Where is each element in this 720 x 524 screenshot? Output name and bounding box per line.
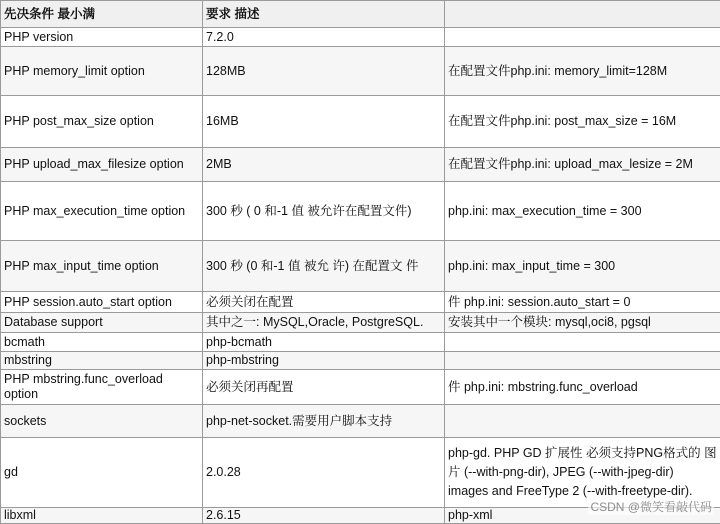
row-requirement-cell: 2.6.15 [203,508,445,524]
table-row [1,333,720,352]
row-requirement-cell: 必须关闭在配置 [203,292,445,313]
row-description-cell: 安装其中一个模块: mysql,oci8, pgsql [445,313,720,333]
table-row [1,182,720,241]
table-row [1,370,720,405]
row-name-cell: Database support [1,313,203,333]
row-name-cell: PHP session.auto_start option [1,292,203,313]
row-name-cell: PHP post_max_size option [1,96,203,148]
row-name-cell: sockets [1,405,203,438]
table-row [1,313,720,333]
row-name-cell: PHP memory_limit option [1,47,203,96]
row-name-cell: PHP max_execution_time option [1,182,203,241]
table-row [1,148,720,182]
header-cell-prerequisite: 先决条件 最小满 [1,1,203,28]
row-requirement-cell: 16MB [203,96,445,148]
row-name-cell: PHP max_input_time option [1,241,203,292]
row-description-cell: 在配置文件php.ini: memory_limit=128M [445,47,720,96]
csdn-watermark: CSDN @微笑看敲代码 [588,498,714,515]
row-description-cell [445,333,720,352]
row-requirement-cell: 必须关闭再配置 [203,370,445,405]
row-description-cell: 件 php.ini: mbstring.func_overload [445,370,720,405]
row-description-cell [445,28,720,47]
table-header-row [1,1,720,28]
table-row [1,438,720,508]
row-requirement-cell: php-mbstring [203,352,445,370]
table-row [1,28,720,47]
row-requirement-cell: php-bcmath [203,333,445,352]
row-name-cell: bcmath [1,333,203,352]
row-description-cell: 在配置文件php.ini: post_max_size = 16M [445,96,720,148]
table-row [1,96,720,148]
row-requirement-cell: 2.0.28 [203,438,445,508]
row-requirement-cell: 300 秒 (0 和-1 值 被允 许) 在配置文 件 [203,241,445,292]
header-cell-description [445,1,720,28]
row-description-cell [445,352,720,370]
row-requirement-cell: 2MB [203,148,445,182]
row-name-cell: PHP version [1,28,203,47]
row-description-cell: php.ini: max_execution_time = 300 [445,182,720,241]
row-description-cell: 件 php.ini: session.auto_start = 0 [445,292,720,313]
row-description-cell: 在配置文件php.ini: upload_max_lesize = 2M [445,148,720,182]
row-requirement-cell: php-net-socket.需要用户脚本支持 [203,405,445,438]
row-requirement-cell: 128MB [203,47,445,96]
table-row [1,352,720,370]
row-name-cell: libxml [1,508,203,524]
row-description-cell [445,405,720,438]
row-name-cell: mbstring [1,352,203,370]
row-name-cell: PHP mbstring.func_overload option [1,370,203,405]
row-requirement-cell: 300 秒 ( 0 和-1 值 被允许在配置文件) [203,182,445,241]
table-row [1,241,720,292]
row-name-cell: gd [1,438,203,508]
row-requirement-cell: 7.2.0 [203,28,445,47]
row-description-cell: php-gd. PHP GD 扩展性 必须支持PNG格式的 图 片 (--with-png-dir), JPEG (--with-jpeg-dir) images and FreeType 2 (--with-freetype-dir). [445,438,720,508]
table-row [1,405,720,438]
row-requirement-cell: 其中之一: MySQL,Oracle, PostgreSQL. [203,313,445,333]
row-name-cell: PHP upload_max_filesize option [1,148,203,182]
table-row [1,47,720,96]
row-description-cell: php.ini: max_input_time = 300 [445,241,720,292]
header-cell-requirement: 要求 描述 [203,1,445,28]
table-row [1,292,720,313]
row-description-cell: php-xml [445,508,720,524]
